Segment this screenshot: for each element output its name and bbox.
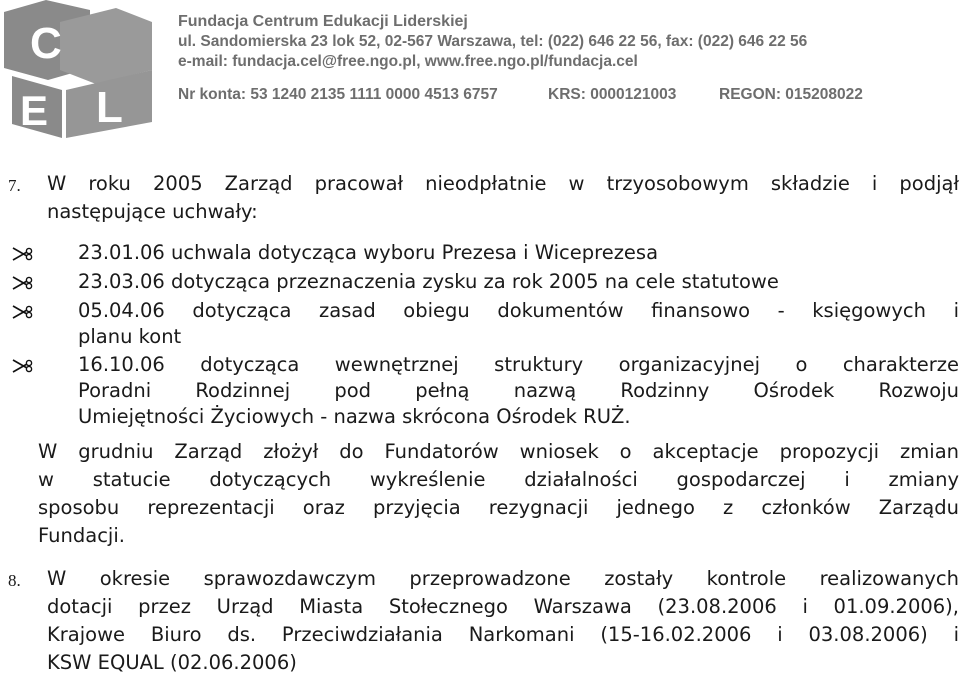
organization-header <box>178 12 958 104</box>
logo-letter-e: E <box>20 87 49 134</box>
section-number: 8. <box>8 571 21 590</box>
bank-account: Nr konta: 53 1240 2135 1111 0000 4513 6757 <box>178 86 498 103</box>
org-name: Fundacja Centrum Edukacji Liderskiej <box>178 13 468 30</box>
section8-line: KSW EQUAL (02.06.2006) <box>47 651 297 674</box>
section8-line: dotacji przez Urząd Miasta Stołecznego Warszawa (23.08.2006 i 01.09.2006), <box>47 595 959 618</box>
section8-line: Krajowe Biuro ds. Przeciwdziałania Narkomani (15-16.02.2006 i 03.08.2006) i <box>47 623 959 646</box>
list-item-continuation: Poradni Rodzinnej pod pełną nazwą Rodzinny Ośrodek Rozwoju <box>78 379 959 402</box>
paragraph-line: Fundacji. <box>38 524 125 547</box>
scissors-icon <box>11 356 33 376</box>
list-item: 05.04.06 dotycząca zasad obiegu dokumentów finansowo - księgowych i <box>78 299 959 322</box>
cel-logo <box>0 0 175 140</box>
list-item-continuation: planu kont <box>78 325 182 348</box>
paragraph-line: w statucie dotyczących wykreślenie działalności gospodarczej i zmiany <box>38 468 959 491</box>
section7-intro-line2: następujące uchwały: <box>47 200 258 223</box>
org-registration <box>178 86 958 104</box>
section-number: 7. <box>8 176 21 195</box>
section7-intro-line1: W roku 2005 Zarząd pracował nieodpłatnie w trzyosobowym składzie i podjął <box>47 172 959 195</box>
regon-number: REGON: 015208022 <box>719 86 863 103</box>
paragraph-line: sposobu reprezentacji oraz przyjęcia rezygnacji jednego z członków Zarządu <box>38 496 959 519</box>
logo-letter-c: C <box>30 19 62 68</box>
logo-letter-l: L <box>96 83 123 132</box>
krs-number: KRS: 0000121003 <box>548 86 677 103</box>
scissors-icon <box>11 302 33 322</box>
scissors-icon <box>11 244 33 264</box>
org-address: ul. Sandomierska 23 lok 52, 02-567 Warszawa, tel: (022) 646 22 56, fax: (022) 646 22 56 <box>178 33 808 50</box>
list-item: 23.03.06 dotycząca przeznaczenia zysku za rok 2005 na cele statutowe <box>78 270 779 293</box>
section8-line: W okresie sprawozdawczym przeprowadzone zostały kontrole realizowanych <box>47 567 959 590</box>
org-contact: e-mail: fundacja.cel@free.ngo.pl, www.free.ngo.pl/fundacja.cel <box>178 53 638 70</box>
list-item: 23.01.06 uchwala dotycząca wyboru Prezesa i Wiceprezesa <box>78 241 659 264</box>
scissors-icon <box>11 273 33 293</box>
paragraph-line: W grudniu Zarząd złożył do Fundatorów wniosek o akceptacje propozycji zmian <box>38 440 959 463</box>
list-item: 16.10.06 dotycząca wewnętrznej struktury organizacyjnej o charakterze <box>78 353 959 376</box>
list-item-continuation: Umiejętności Życiowych - nazwa skrócona Ośrodek RUŻ. <box>78 405 631 428</box>
